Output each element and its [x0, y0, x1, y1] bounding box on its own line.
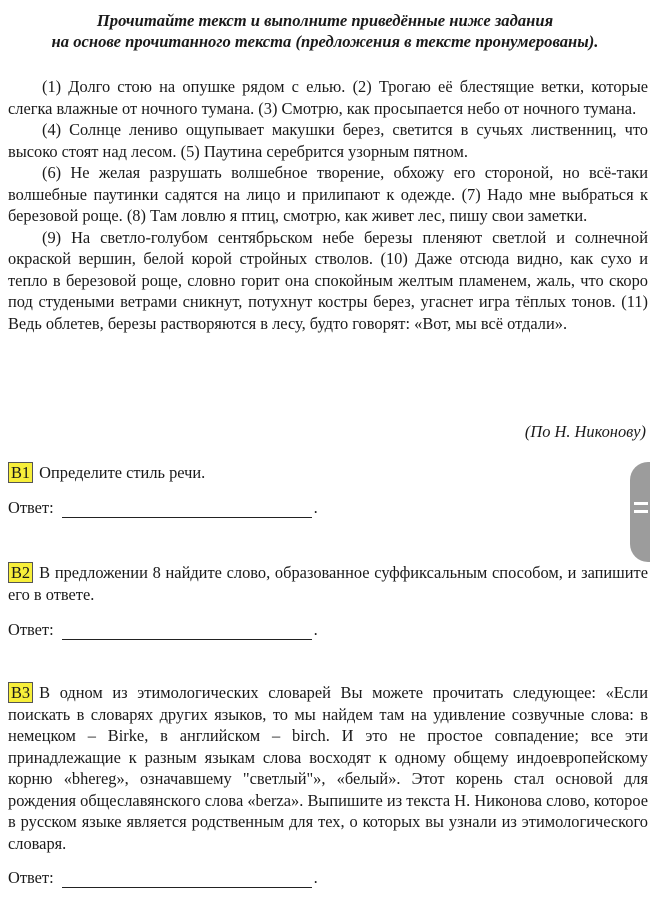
answer-b2-label: Ответ:	[8, 620, 54, 639]
answer-b2	[8, 620, 318, 640]
answer-b1-label: Ответ:	[8, 498, 54, 517]
paragraph-4: (9) На светло-голубом сентябрьском небе березы пленяют светлой и солнечной окраской вершин, белой корой стройных стволов. (10) Даже отсюда видно, как сухо и тепло в березовой роще, словно горит она спокойным желтым пламенем, жаль, что скоро под студеными ветрами сникнут, потухнут костры берез, угаснет игра тёплых тонов. (11) Ведь облетев, березы растворяются в лесу, будто говорят: «Вот, мы всё отдали».	[8, 227, 648, 333]
header-line-2: на основе прочитанного текста (предложения в тексте пронумерованы).	[51, 32, 599, 51]
task-b1-text: Определите стиль речи.	[39, 463, 206, 482]
task-b3-tag: В3	[8, 682, 33, 703]
task-b2-tag: В2	[8, 562, 33, 583]
answer-b2-end: .	[313, 620, 318, 639]
task-b1	[8, 462, 648, 484]
answer-b3-label: Ответ:	[8, 868, 54, 887]
answer-b1-line[interactable]	[62, 499, 312, 518]
task-b1-tag: В1	[8, 462, 33, 483]
text-attribution: (По Н. Никонову)	[524, 422, 646, 441]
header-line-1: Прочитайте текст и выполните приведённые ниже задания	[96, 11, 554, 30]
answer-b1	[8, 498, 318, 518]
task-b2-text: В предложении 8 найдите слово, образованное суффиксальным способом, и запишите его в ответе.	[8, 563, 648, 604]
answer-b3-end: .	[313, 868, 318, 887]
answer-b1-end: .	[313, 498, 318, 517]
reading-text	[8, 76, 648, 334]
instructions-header	[0, 10, 650, 52]
answer-b3-line[interactable]	[62, 869, 312, 888]
side-panel-tab[interactable]	[630, 462, 650, 562]
answer-b2-line[interactable]	[62, 621, 312, 640]
answer-b3	[8, 868, 318, 888]
paragraph-1: (1) Долго стою на опушке рядом с елью. (2) Трогаю её блестящие ветки, которые слегка влажные от ночного тумана. (3) Смотрю, как просыпается небо от ночного тумана.	[8, 77, 648, 118]
menu-icon	[634, 502, 648, 518]
paragraph-3: (6) Не желая разрушать волшебное творение, обхожу его стороной, но всё-таки волшебные паутинки садятся на лицо и прилипают к одежде. (7) Надо мне выбраться к березовой роще. (8) Там ловлю я птиц, смотрю, как живет лес, пишу свои заметки.	[8, 163, 648, 225]
task-b3-text: В одном из этимологических словарей Вы можете прочитать следующее: «Если поискать в словарях других языков, то мы найдем там на удивление созвучные слова: в немецком – Birke, в английском – birch. И это не простое совпадение; все эти принадлежащие к разным языкам слова восходят к одному общему индоевропейскому корню «bhereg», означавшему "светлый"», «белый». Этот корень стал основой для рождения общеславянского слова «berza». Выпишите из текста Н. Никонова слово, которое в русском языке является родственным для тех, о которых вы узнали из этимологического словаря.	[8, 683, 648, 853]
task-b3	[8, 682, 648, 854]
paragraph-2: (4) Солнце лениво ощупывает макушки берез, светится в сучьях лиственниц, что высоко стоят над лесом. (5) Паутина серебрится узорным пятном.	[8, 120, 648, 161]
task-b2	[8, 562, 648, 605]
